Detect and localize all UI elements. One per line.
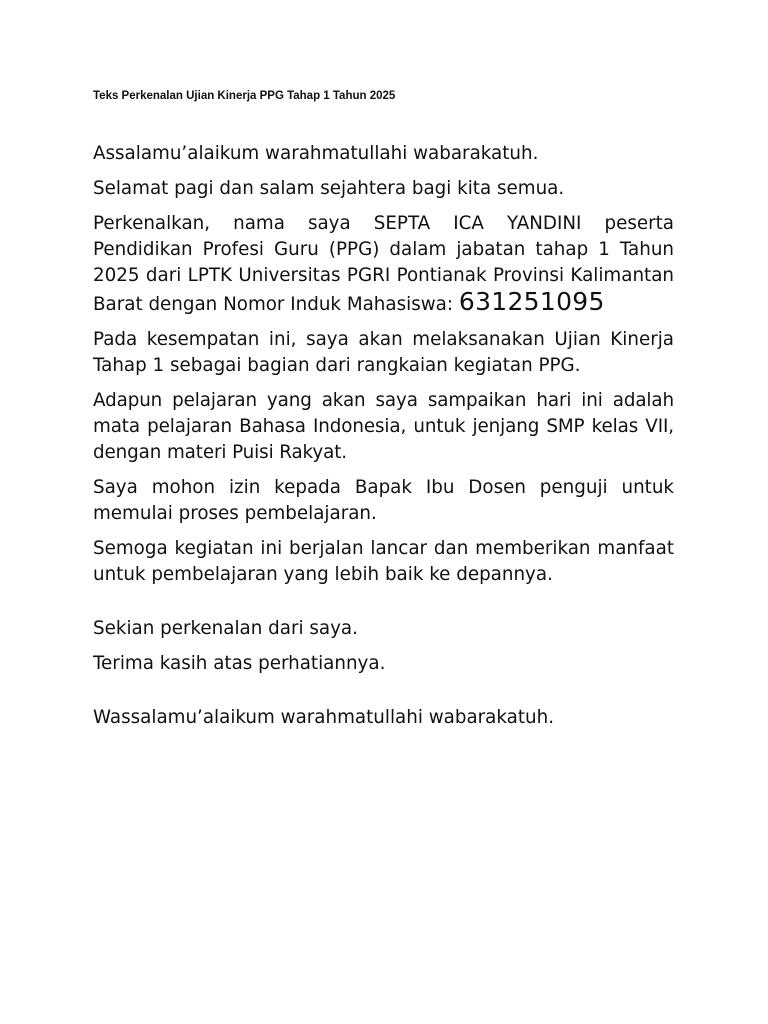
farewell-paragraph: Wassalamu’alaikum warahmatullahi wabarakatuh. [93,707,555,728]
hope-paragraph: Semoga kegiatan ini berjalan lancar dan memberikan manfaat untuk pembelajaran yang lebih baik ke depannya. [93,538,674,585]
lesson-paragraph: Adapun pelajaran yang akan saya sampaikan hari ini adalah mata pelajaran Bahasa Indonesia, untuk jenjang SMP kelas VII, dengan materi Puisi Rakyat. [93,390,674,463]
document-title: Teks Perkenalan Ujian Kinerja PPG Tahap 1 Tahun 2025 [93,90,396,102]
greeting-paragraph: Assalamu’alaikum warahmatullahi wabarakatuh. [93,143,539,164]
paragraph-spacer [93,588,674,616]
paragraph-spacer [93,677,674,705]
introduction-text: Perkenalkan, nama saya SEPTA ICA YANDINI peserta Pendidikan Profesi Guru (PPG) dalam jabatan tahap 1 Tahun 2025 dari LPTK Universitas PGRI Pontianak Provinsi Kalimantan Barat dengan Nomor Induk Mahasiswa: [93,213,674,315]
closing-paragraph: Sekian perkenalan dari saya. [93,618,358,639]
introduction-paragraph [93,211,674,318]
document-body [93,141,674,731]
request-paragraph: Saya mohon izin kepada Bapak Ibu Dosen penguji untuk memulai proses pembelajaran. [93,477,674,524]
opportunity-paragraph: Pada kesempatan ini, saya akan melaksanakan Ujian Kinerja Tahap 1 sebagai bagian dari rangkaian kegiatan PPG. [93,329,674,376]
welcome-paragraph: Selamat pagi dan salam sejahtera bagi kita semua. [93,178,565,199]
thanks-paragraph: Terima kasih atas perhatiannya. [93,653,386,674]
student-number: 631251095 [458,287,605,316]
